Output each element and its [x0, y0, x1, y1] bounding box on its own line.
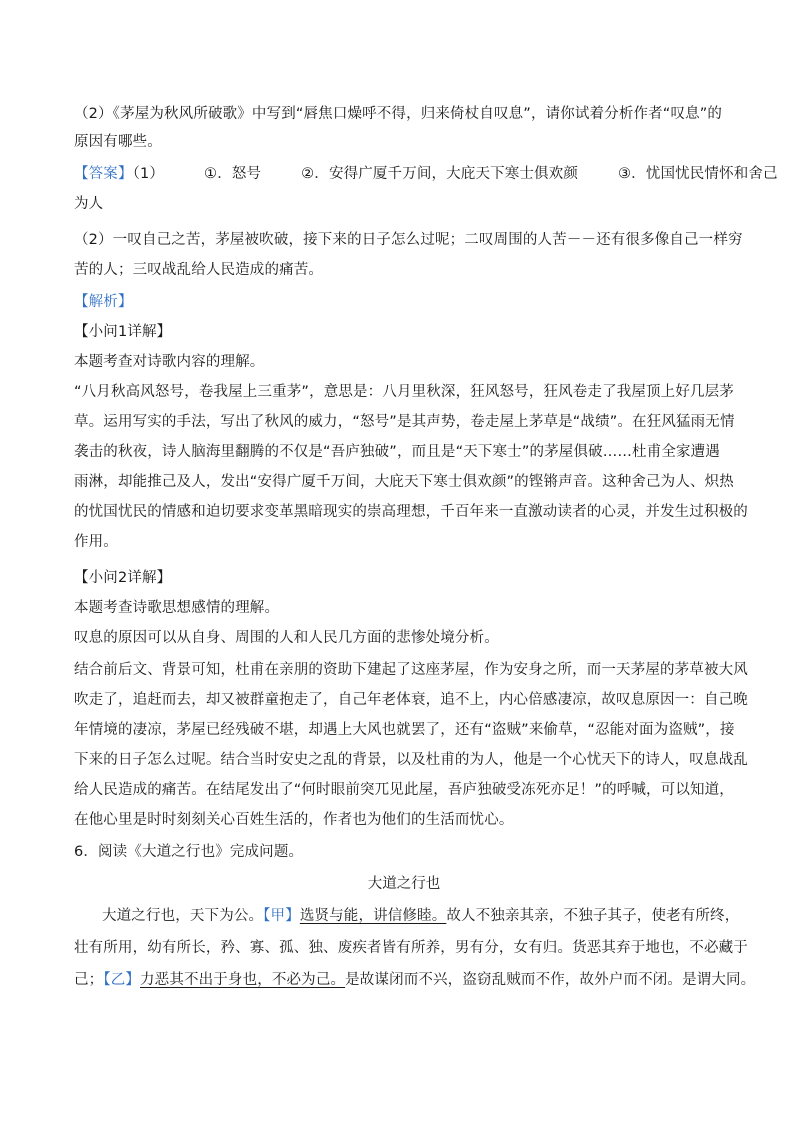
- sub-question-1-text-line: “八月秋高风怒号，卷我屋上三重茅”，意思是：八月里秋深，狂风怒号，狂风卷走了我屋顶上好几层茅: [74, 384, 734, 400]
- passage-line-2: 壮有所用，幼有所长，矜、寡、孤、独、废疾者皆有所养，男有分，女有归。货恶其弃于地也，不必藏于: [74, 940, 748, 956]
- answer-part-1: （1）: [132, 166, 165, 182]
- answer-line-1: [74, 164, 778, 184]
- sub-question-1-text-line: 草。运用写实的手法，写出了秋风的威力，“怒号”是其声势，卷走屋上茅草是“战绩”。在狂风猛雨无情: [74, 414, 735, 430]
- sub-question-1-text-line: 的忧国忧民的情感和迫切要求变革黑暗现实的崇高理想，千百年来一直激动读者的心灵，并发生过积极的: [74, 504, 748, 520]
- passage-line-3: [74, 970, 755, 990]
- sub-question-1-title: 【小问1详解】: [74, 324, 172, 340]
- analysis-label: 【解析】: [74, 294, 133, 310]
- answer-item-1: ①．怒号: [204, 166, 262, 182]
- answer-label: 【答案】: [74, 166, 133, 182]
- passage-underlined-jia: 选贤与能，讲信修睦。: [299, 908, 447, 924]
- passage-text: 大道之行也，天下为公。: [102, 908, 264, 924]
- sub-question-2-text-line: 下来的日子怎么过呢。结合当时安史之乱的背景，以及杜甫的为人，他是一个心忧天下的诗人，叹息战乱: [74, 752, 748, 768]
- passage-title: 大道之行也: [367, 876, 441, 892]
- sub-question-2-text-line: 在他心里是时时刻刻关心百姓生活的，作者也为他们的生活而忧心。: [74, 812, 514, 828]
- sub-question-2-text-line: 年情境的凄凉，茅屋已经残破不堪，却遇上大风也就罢了，还有“盗贼”来偷草，“忍能对面为盗贼”，接: [74, 722, 735, 738]
- answer-part-2-line-2: 苦的人；三叹战乱给人民造成的痛苦。: [74, 262, 324, 278]
- sub-question-2-title: 【小问2详解】: [74, 570, 172, 586]
- answer-item-3-continued: 为人: [74, 196, 104, 212]
- passage-underlined-yi: 力恶其不出于身也，不必为己。: [140, 972, 346, 988]
- question-2-line-2: 原因有哪些。: [74, 134, 162, 150]
- passage-text: 己；: [74, 972, 104, 988]
- question-6-stem: 6．阅读《大道之行也》完成问题。: [74, 844, 304, 860]
- passage-text: 故人不独亲其亲，不独子其子，使老有所终，: [446, 908, 740, 924]
- sub-question-2-intro: 本题考查诗歌思想感情的理解。: [74, 600, 280, 616]
- sub-question-2-text-line: 结合前后文、背景可知，杜甫在亲朋的资助下建起了这座茅屋，作为安身之所，而一天茅屋的茅草被大风: [74, 662, 748, 678]
- sub-question-1-text-line: 作用。: [74, 534, 118, 550]
- sub-question-2-text-line: 吹走了，追赶而去，却又被群童抱走了，自己年老体衰，追不上，内心倍感凄凉，故叹息原因一：自己晚: [74, 692, 748, 708]
- sub-question-2-summary: 叹息的原因可以从自身、周围的人和人民几方面的悲惨处境分析。: [74, 630, 499, 646]
- question-2-line-1: （2）《茅屋为秋风所破歌》中写到“唇焦口燥呼不得，归来倚杖自叹息”，请你试着分析作者“叹息”的: [74, 106, 723, 122]
- answer-item-3: ③．忧国忧民情怀和舍己: [618, 166, 778, 182]
- passage-text: 是故谋闭而不兴，盗窃乱贼而不作，故外户而不闭。是谓大同。: [345, 972, 756, 988]
- sub-question-1-text-line: 袭击的秋夜，诗人脑海里翻腾的不仅是“吾庐独破”，而且是“天下寒士”的茅屋俱破……杜甫全家遭遇: [74, 444, 720, 460]
- passage-line-1: [102, 906, 739, 926]
- passage-tag-jia: 【甲】: [263, 908, 300, 924]
- sub-question-2-text-line: 给人民造成的痛苦。在结尾发出了“何时眼前突兀见此屋，吾庐独破受冻死亦足！”的呼喊，可以知道，: [74, 782, 734, 798]
- sub-question-1-intro: 本题考查对诗歌内容的理解。: [74, 354, 265, 370]
- sub-question-1-text-line: 雨淋，却能推己及人，发出“安得广厦千万间，大庇天下寒士俱欢颜”的铿锵声音。这种舍己为人、炽热: [74, 474, 734, 490]
- answer-part-2-line-1: （2）一叹自己之苦，茅屋被吹破，接下来的日子怎么过呢；二叹周围的人苦－－还有很多像自己一样穷: [74, 232, 743, 248]
- answer-item-2: ②．安得广厦千万间，大庇天下寒士俱欢颜: [301, 166, 579, 182]
- passage-tag-yi: 【乙】: [103, 972, 141, 988]
